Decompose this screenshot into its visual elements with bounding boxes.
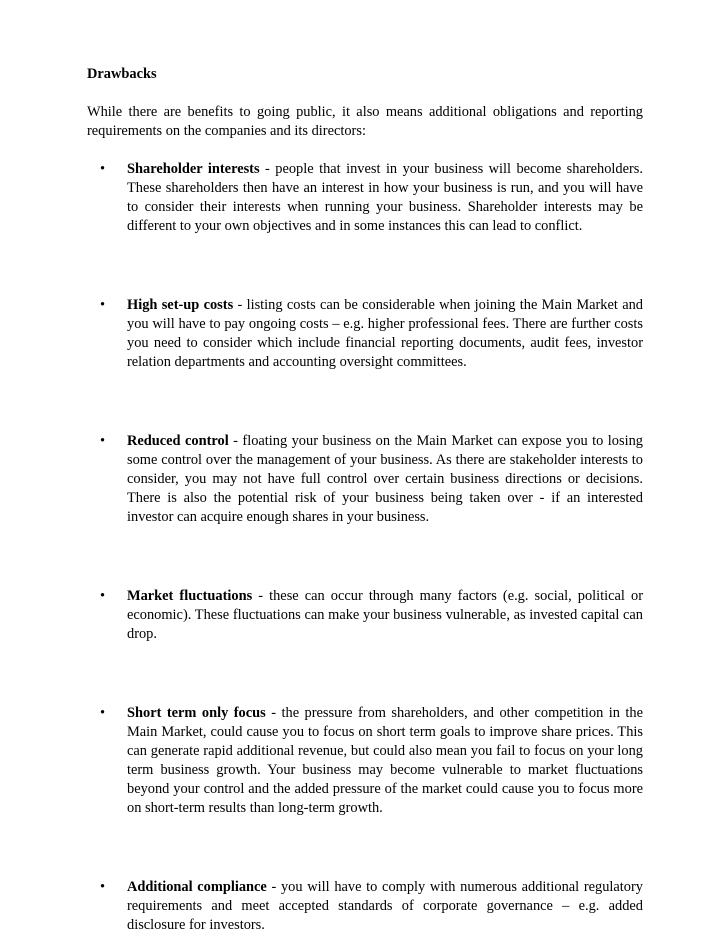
list-item-high-set-up-costs <box>87 296 643 372</box>
bullet-icon: • <box>100 161 106 177</box>
item-text: - floating your business on the Main Market can expose you to losing some control over the management of your business. As there are stakeholder interests to consider, you may not have full control over certain business directions or decisions. There is also the potential risk of your business being taken over - if an interested investor can acquire enough shares in your business. <box>127 433 643 525</box>
list-item-reduced-control <box>87 432 643 527</box>
item-term: Shareholder interests <box>127 161 260 177</box>
item-text: - the pressure from shareholders, and other competition in the Main Market, could cause you to focus on short term goals to improve share prices. This can generate rapid additional revenue, but could also mean you fail to focus on your long term business growth. Your business may become vulnerable to market fluctuations beyond your control and the added pressure of the market could cause you to focus more on short-term results than long-term growth. <box>127 705 643 816</box>
section-heading: Drawbacks <box>87 66 157 82</box>
item-term: Short term only focus <box>127 705 266 721</box>
item-term: Market fluctuations <box>127 588 253 604</box>
list-item-market-fluctuations <box>87 587 643 644</box>
bullet-icon: • <box>100 297 106 313</box>
item-text: - these can occur through many factors (e.g. social, political or economic). These fluctuations can make your business vulnerable, as invested capital can drop. <box>127 588 643 642</box>
drawbacks-list <box>87 160 643 935</box>
item-text: - people that invest in your business will become shareholders. These shareholders then have an interest in how your business is run, and you will have to consider their interests when running your business. Shareholder interests may be different to your own objectives and in some instances this can lead to conflict. <box>127 161 643 234</box>
intro-paragraph: While there are benefits to going public, it also means additional obligations and reporting requirements on the companies and its directors: <box>87 104 643 139</box>
document-page <box>87 65 643 935</box>
item-text: - listing costs can be considerable when joining the Main Market and you will have to pay ongoing costs – e.g. higher professional fees. There are further costs you need to consider which include financial reporting documents, audit fees, investor relation departments and accounting oversight committees. <box>127 297 643 370</box>
list-item-additional-compliance <box>87 878 643 935</box>
item-term: Reduced control <box>127 433 229 449</box>
bullet-icon: • <box>100 433 106 449</box>
item-term: Additional compliance <box>127 879 267 895</box>
list-item-short-term-only-focus <box>87 704 643 818</box>
bullet-icon: • <box>100 705 106 721</box>
item-term: High set-up costs <box>127 297 234 313</box>
item-text: - you will have to comply with numerous additional regulatory requirements and meet accepted standards of corporate governance – e.g. added disclosure for investors. <box>127 879 643 933</box>
list-item-shareholder-interests <box>87 160 643 236</box>
bullet-icon: • <box>100 588 106 604</box>
bullet-icon: • <box>100 879 106 895</box>
